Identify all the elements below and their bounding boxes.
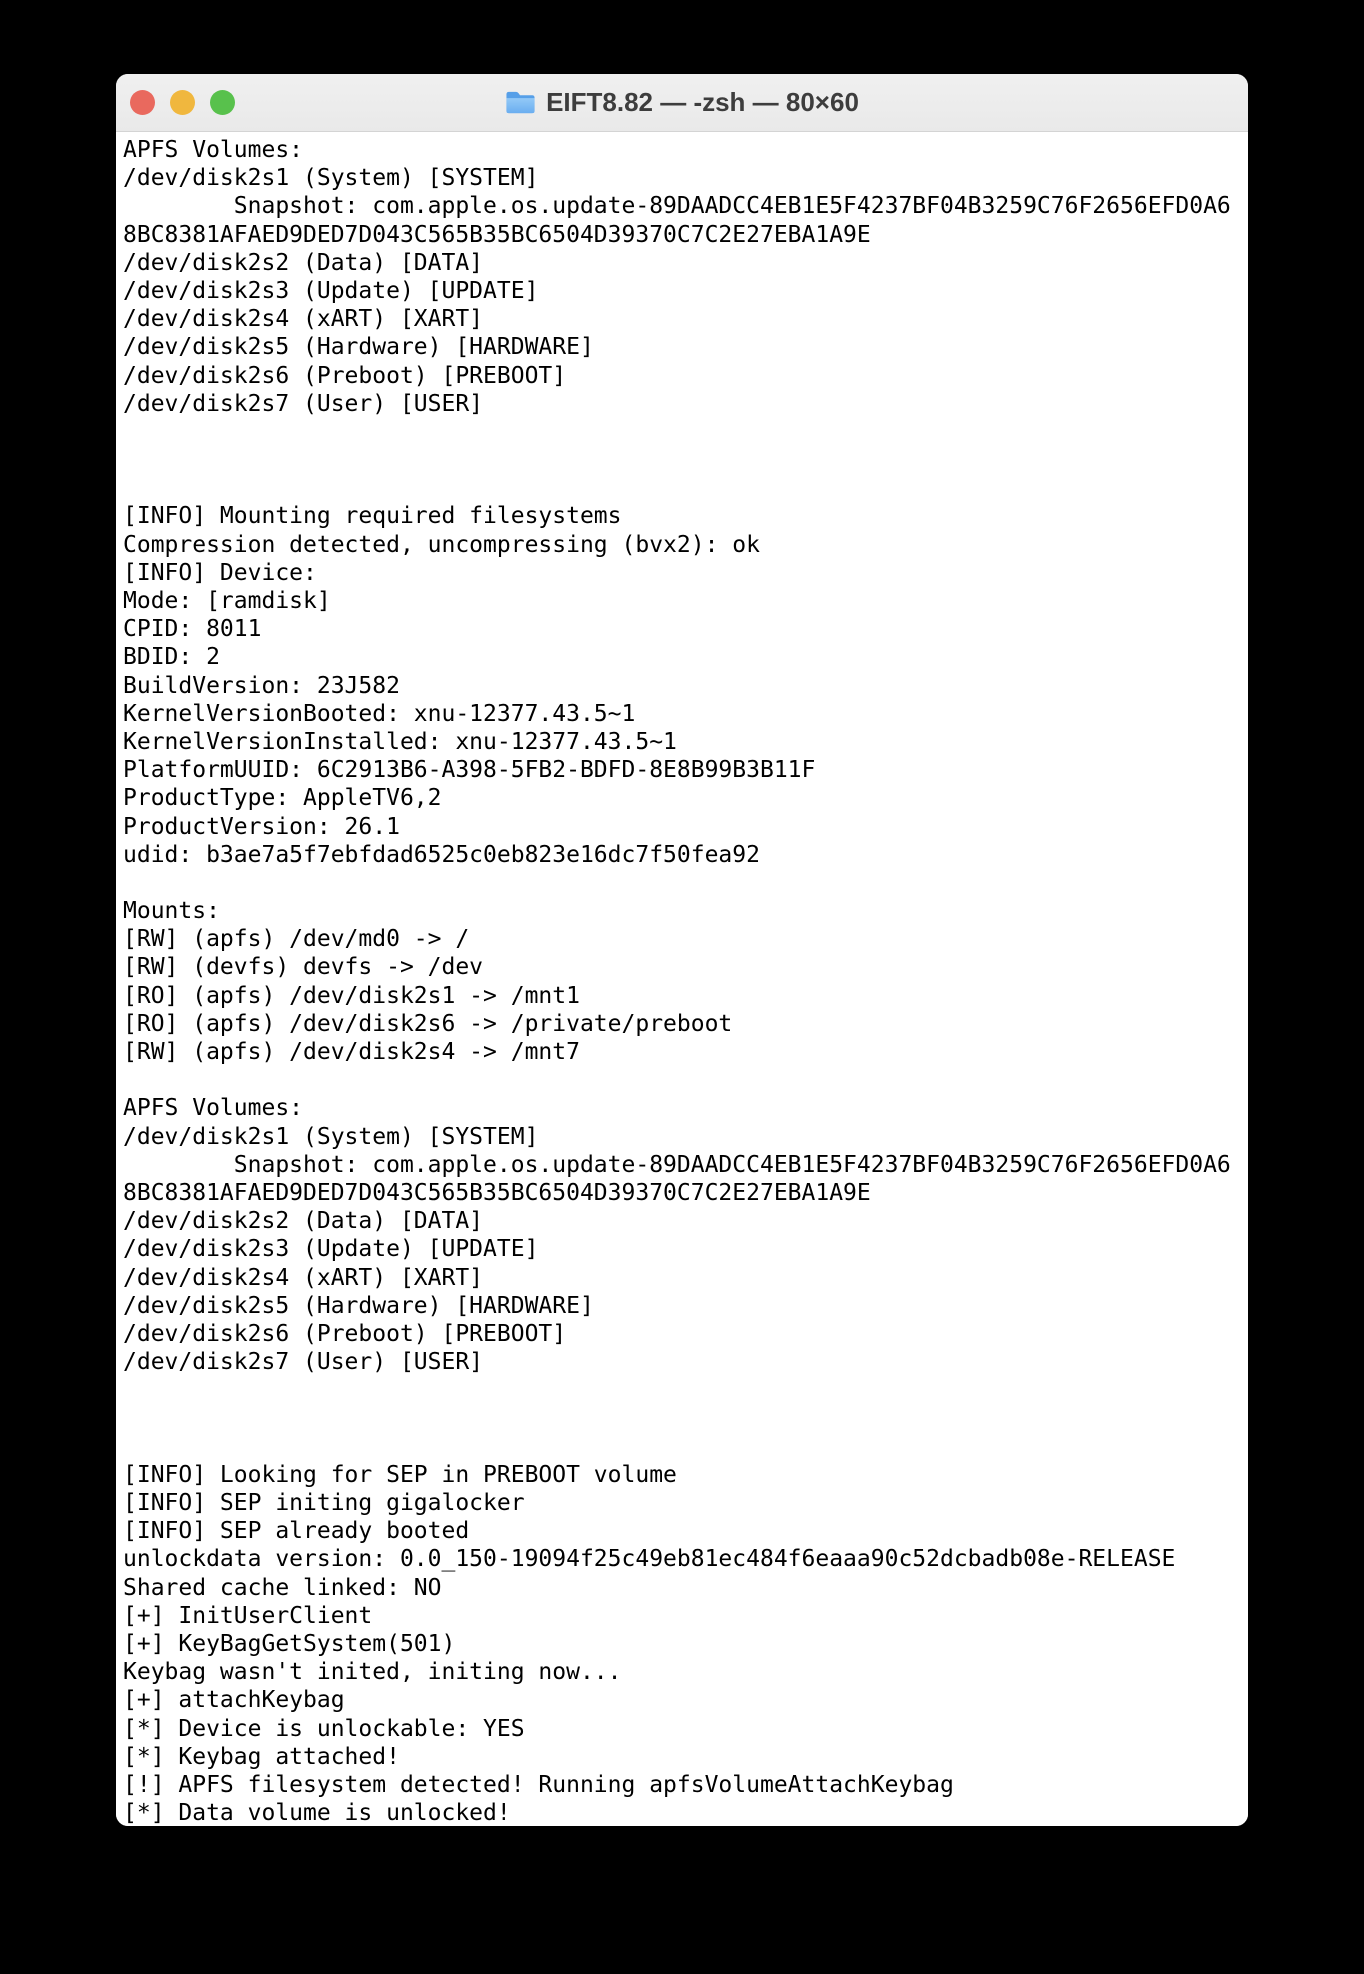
terminal-line: /dev/disk2s6 (Preboot) [PREBOOT] [123,1320,567,1347]
terminal-line: /dev/disk2s1 (System) [SYSTEM] [123,1123,539,1150]
terminal-line: Shared cache linked: NO [123,1574,442,1601]
terminal-line: /dev/disk2s3 (Update) [UPDATE] [123,1236,539,1263]
terminal-line: /dev/disk2s2 (Data) [DATA] [123,1208,484,1235]
terminal-line [123,1404,1248,1432]
terminal-line: /dev/disk2s4 (xART) [XART] [123,306,484,333]
terminal-line: /dev/disk2s3 (Update) [UPDATE] [123,277,539,304]
terminal-line: /dev/disk2s6 (Preboot) [PREBOOT] [123,362,567,389]
terminal-line: [RW] (apfs) /dev/md0 -> / [123,926,470,953]
terminal-line: /dev/disk2s4 (xART) [XART] [123,1264,484,1291]
terminal-line: [+] attachKeybag [123,1687,345,1714]
terminal-line: CPID: 8011 [123,616,262,643]
terminal-line [123,1376,1248,1404]
terminal-line: 8BC8381AFAED9DED7D043C565B35BC6504D39370C7C2E27EBA1A9E [123,221,871,248]
terminal-line: [INFO] Mounting required filesystems [123,503,622,530]
terminal-line: [*] Device is unlockable: YES [123,1715,525,1742]
terminal-line [123,1433,1248,1461]
terminal-line: [RO] (apfs) /dev/disk2s6 -> /private/preboot [123,1010,733,1037]
terminal-line: Mode: [ramdisk] [123,588,331,614]
terminal-line: /dev/disk2s7 (User) [USER] [123,390,484,417]
terminal-line: [*] Data volume is unlocked! [123,1800,511,1826]
terminal-line: Compression detected, uncompressing (bvx2): ok [123,531,760,558]
terminal-line: unlockdata version: 0.0_150-19094f25c49eb81ec484f6eaaa90c52dcbadb08e-RELEASE [123,1546,1176,1573]
terminal-line: [!] APFS filesystem detected! Running apfsVolumeAttachKeybag [123,1771,954,1798]
minimize-button[interactable] [170,90,195,115]
terminal-output[interactable] [116,132,1248,1826]
terminal-line: [+] InitUserClient [123,1602,373,1629]
terminal-line: [RW] (devfs) devfs -> /dev [123,954,484,981]
terminal-line: [INFO] Looking for SEP in PREBOOT volume [123,1461,677,1488]
terminal-line: APFS Volumes: [123,1095,304,1122]
terminal-line: [RO] (apfs) /dev/disk2s1 -> /mnt1 [123,982,580,1009]
terminal-line: Mounts: [123,898,220,925]
window-title: EIFT8.82 — -zsh — 80×60 [546,87,859,117]
terminal-line: /dev/disk2s7 (User) [USER] [123,1349,484,1376]
terminal-line: 8BC8381AFAED9DED7D043C565B35BC6504D39370C7C2E27EBA1A9E [123,1179,871,1206]
terminal-line [123,446,1248,474]
terminal-line [123,1066,1248,1094]
terminal-line: APFS Volumes: [123,137,304,163]
terminal-line [123,869,1248,897]
terminal-line: udid: b3ae7a5f7ebfdad6525c0eb823e16dc7f50fea92 [123,841,760,868]
terminal-line: Snapshot: com.apple.os.update-89DAADCC4EB1E5F4237BF04B3259C76F2656EFD0A6 [123,193,1231,220]
terminal-line: PlatformUUID: 6C2913B6-A398-5FB2-BDFD-8E8B99B3B11F [123,757,816,784]
terminal-line: Keybag wasn't inited, initing now... [123,1659,622,1686]
terminal-line: Snapshot: com.apple.os.update-89DAADCC4EB1E5F4237BF04B3259C76F2656EFD0A6 [123,1151,1231,1178]
terminal-line: /dev/disk2s2 (Data) [DATA] [123,249,484,276]
traffic-lights [116,90,235,115]
terminal-line: /dev/disk2s5 (Hardware) [HARDWARE] [123,334,594,361]
terminal-line: /dev/disk2s5 (Hardware) [HARDWARE] [123,1292,594,1319]
terminal-line [123,418,1248,446]
terminal-line: BDID: 2 [123,644,220,671]
close-button[interactable] [130,90,155,115]
terminal-line: KernelVersionBooted: xnu-12377.43.5~1 [123,700,636,727]
terminal-line: ProductVersion: 26.1 [123,813,400,840]
terminal-line: [INFO] SEP already booted [123,1518,470,1545]
terminal-line: [*] Keybag attached! [123,1743,400,1770]
titlebar[interactable] [116,74,1248,132]
zoom-button[interactable] [210,90,235,115]
folder-icon[interactable] [505,89,536,116]
terminal-line: [INFO] Device: [123,559,317,586]
terminal-line [123,474,1248,502]
terminal-line: KernelVersionInstalled: xnu-12377.43.5~1 [123,728,677,755]
terminal-line: [+] KeyBagGetSystem(501) [123,1630,456,1657]
terminal-window [116,74,1248,1826]
terminal-line: [RW] (apfs) /dev/disk2s4 -> /mnt7 [123,1039,580,1065]
terminal-line: BuildVersion: 23J582 [123,672,400,699]
title-area [116,74,1248,131]
terminal-line: /dev/disk2s1 (System) [SYSTEM] [123,165,539,192]
terminal-line: [INFO] SEP initing gigalocker [123,1490,525,1516]
terminal-line: ProductType: AppleTV6,2 [123,785,442,812]
